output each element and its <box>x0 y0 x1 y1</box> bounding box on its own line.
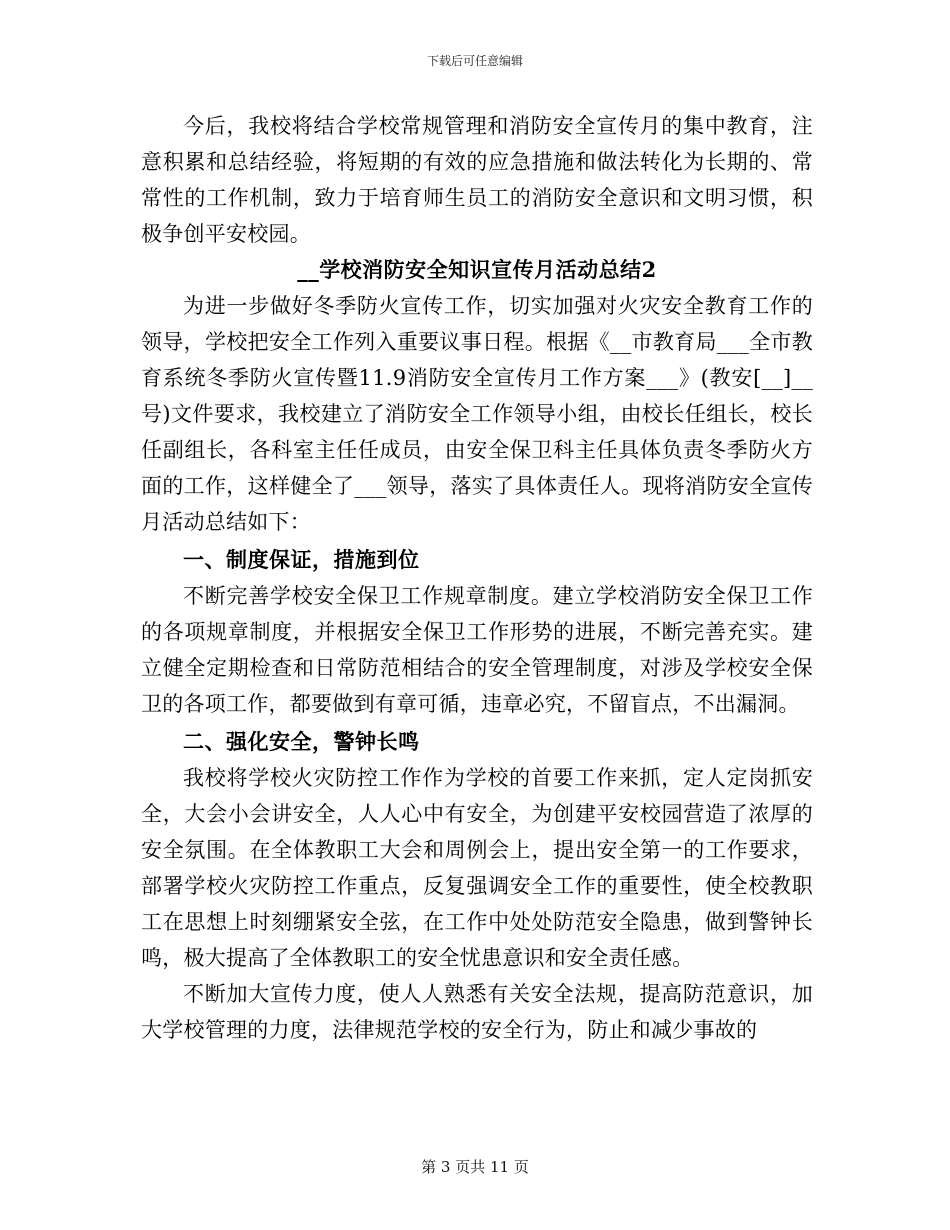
intro-paragraph: 今后，我校将结合学校常规管理和消防安全宣传月的集中教育，注意积累和总结经验，将短期的有效的应急措施和做法转化为长期的、常常性的工作机制，致力于培育师生员工的消防安全意识和文明习惯，积极争创平安校园。 <box>141 114 813 246</box>
document-body <box>141 108 813 1048</box>
section-2-heading: 二、强化安全，警钟长鸣 <box>183 729 420 754</box>
section-title: __学校消防安全知识宣传月活动总结2 <box>297 257 657 282</box>
page-number-footer: 第 3 页共 11 页 <box>421 1158 529 1176</box>
section-1-paragraph: 不断完善学校安全保卫工作规章制度。建立学校消防安全保卫工作的各项规章制度，并根据安全保卫工作形势的进展，不断完善充实。建立健全定期检查和日常防范相结合的安全管理制度，对涉及学校安全保卫的各项工作，都要做到有章可循，违章必究，不留盲点，不出漏洞。 <box>141 584 813 716</box>
section-2-paragraph-2: 不断加大宣传力度，使人人熟悉有关安全法规，提高防范意识，加大学校管理的力度，法律规范学校的安全行为，防止和减少事故的 <box>141 982 813 1042</box>
opening-paragraph: 为进一步做好冬季防火宣传工作，切实加强对火灾安全教育工作的领导，学校把安全工作列入重要议事日程。根据《__市教育局___全市教育系统冬季防火宣传暨11.9消防安全宣传月工作方案___》(教安[__]__号)文件要求，我校建立了消防安全工作领导小组，由校长任组长，校长任副组长，各科室主任任成员，由安全保卫科主任具体负责冬季防火方面的工作，这样健全了___领导，落实了具体责任人。现将消防安全宣传月活动总结如下： <box>141 294 813 534</box>
section-1-heading: 一、制度保证，措施到位 <box>183 547 420 572</box>
page-header-note: 下载后可任意编辑 <box>426 54 523 68</box>
section-2-paragraph-1: 我校将学校火灾防控工作作为学校的首要工作来抓，定人定岗抓安全，大会小会讲安全，人人心中有安全，为创建平安校园营造了浓厚的安全氛围。在全体教职工大会和周例会上，提出安全第一的工作要求，部署学校火灾防控工作重点，反复强调安全工作的重要性，使全校教职工在思想上时刻绷紧安全弦，在工作中处处防范安全隐患，做到警钟长鸣，极大提高了全体教职工的安全忧患意识和安全责任感。 <box>141 766 813 970</box>
